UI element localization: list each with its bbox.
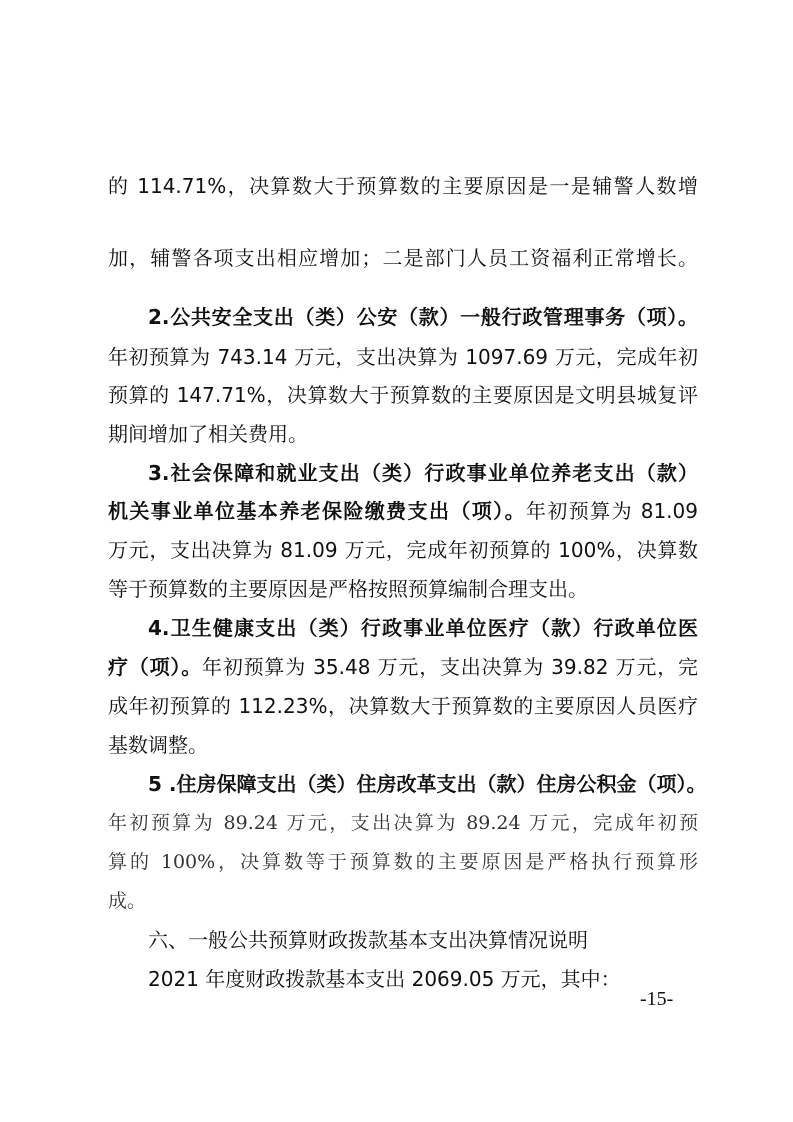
paragraph-line: 成年初预算的 112.23%，决算数大于预算数的主要原因人员医疗 [108,694,698,718]
paragraph-line [108,653,698,681]
paragraph-text: 年初预算为 81.09 [525,499,698,523]
paragraph-line: 算的 100%，决算数等于预算数的主要原因是严格执行预算形 [108,851,698,873]
section-title: 六、一般公共预算财政拨款基本支出决算情况说明 [148,928,588,952]
item-heading: 2.公共安全支出（类）公安（款）一般行政管理事务（项）。 [148,305,698,329]
item-heading: 4.卫生健康支出（类）行政事业单位医疗（款）行政单位医 [148,616,698,640]
paragraph-line: 成。 [108,890,147,912]
paragraph-line: 期间增加了相关费用。 [108,422,308,446]
paragraph-line: 预算的 147.71%，决算数大于预算数的主要原因是文明县城复评 [108,383,698,407]
paragraph-line: 年初预算为 743.14 万元，支出决算为 1097.69 万元，完成年初 [108,345,698,369]
item-heading: 3.社会保障和就业支出（类）行政事业单位养老支出（款） [148,461,698,485]
paragraph-line: 等于预算数的主要原因是严格按照预算编制合理支出。 [108,577,588,601]
paragraph-line: 万元，支出决算为 81.09 万元，完成年初预算的 100%，决算数 [108,538,698,562]
page-number: -15- [640,988,674,1010]
paragraph-text: 年初预算为 35.48 万元，支出决算为 39.82 万元，完 [202,655,698,679]
paragraph-line: 的 114.71%，决算数大于预算数的主要原因是一是辅警人数增 [108,174,698,198]
item-heading-continued: 机关事业单位基本养老保险缴费支出（项）。 [108,499,526,523]
paragraph-line: 2021 年度财政拨款基本支出 2069.05 万元，其中： [148,967,621,991]
item-heading: 5 .住房保障支出（类）住房改革支出（款）住房公积金（项）。 [148,772,707,796]
paragraph-line: 年初预算为 89.24 万元，支出决算为 89.24 万元，完成年初预 [108,812,698,834]
item-heading-continued: 疗（项）。 [108,655,203,679]
paragraph-line: 加，辅警各项支出相应增加；二是部门人员工资福利正常增长。 [108,246,698,270]
paragraph-line: 基数调整。 [108,733,208,757]
paragraph-line [108,497,698,525]
